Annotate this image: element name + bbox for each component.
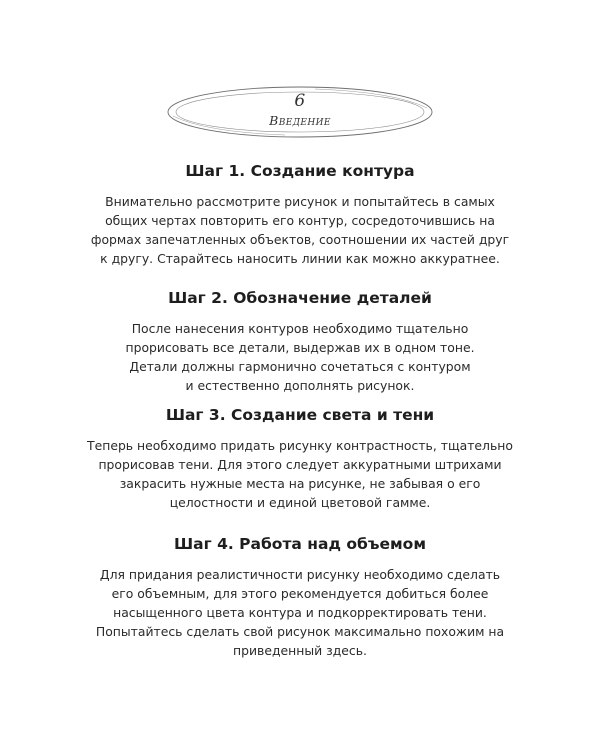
step-2-text-line: После нанесения контуров необходимо тщательно xyxy=(131,321,469,336)
step-3-text-line: закрасить нужные места на рисунке, не забывая о его xyxy=(119,476,481,491)
step-1-heading: Шаг 1. Создание контура xyxy=(185,162,415,180)
step-4-text-line: приведенный здесь. xyxy=(233,643,367,658)
step-1-text-line: Внимательно рассмотрите рисунок и попытайтесь в самых xyxy=(105,194,495,209)
chapter-title: Введение xyxy=(269,113,331,128)
step-2-text-line: прорисовать все детали, выдержав их в одном тоне. xyxy=(125,340,475,355)
step-1-text-line: формах запечатленных объектов, соотношении их частей друг xyxy=(90,232,510,247)
step-2-text-line: и естественно дополнять рисунок. xyxy=(185,378,415,393)
step-4-section xyxy=(80,534,520,660)
step-2-heading: Шаг 2. Обозначение деталей xyxy=(168,289,432,307)
page-header xyxy=(165,84,435,140)
page-number: 6 xyxy=(294,91,306,111)
step-4-text-line: его объемным, для этого рекомендуется добиться более xyxy=(111,586,489,601)
step-1-section xyxy=(80,161,520,268)
step-3-text-line: прорисовав тени. Для этого следует аккуратными штрихами xyxy=(98,457,502,472)
step-3-heading: Шаг 3. Создание света и тени xyxy=(165,406,435,424)
step-4-text-line: Попытайтесь сделать свой рисунок максимально похожим на xyxy=(95,624,505,639)
step-4-text-line: Для придания реалистичности рисунку необходимо сделать xyxy=(99,567,501,582)
step-3-text-line: Теперь необходимо придать рисунку контрастность, тщательно xyxy=(87,438,513,453)
step-2-section xyxy=(80,288,520,395)
step-4-text-line: насыщенного цвета контура и подкорректировать тени. xyxy=(113,605,487,620)
step-2-text-line: Детали должны гармонично сочетаться с контуром xyxy=(129,359,471,374)
step-4-heading: Шаг 4. Работа над объемом xyxy=(173,535,426,553)
step-3-text-line: целостности и единой цветовой гамме. xyxy=(169,495,431,510)
step-3-section xyxy=(80,405,520,512)
step-1-text-line: к другу. Старайтесь наносить линии как можно аккуратнее. xyxy=(100,251,500,266)
step-1-text-line: общих чертах повторить его контур, сосредоточившись на xyxy=(105,213,495,228)
